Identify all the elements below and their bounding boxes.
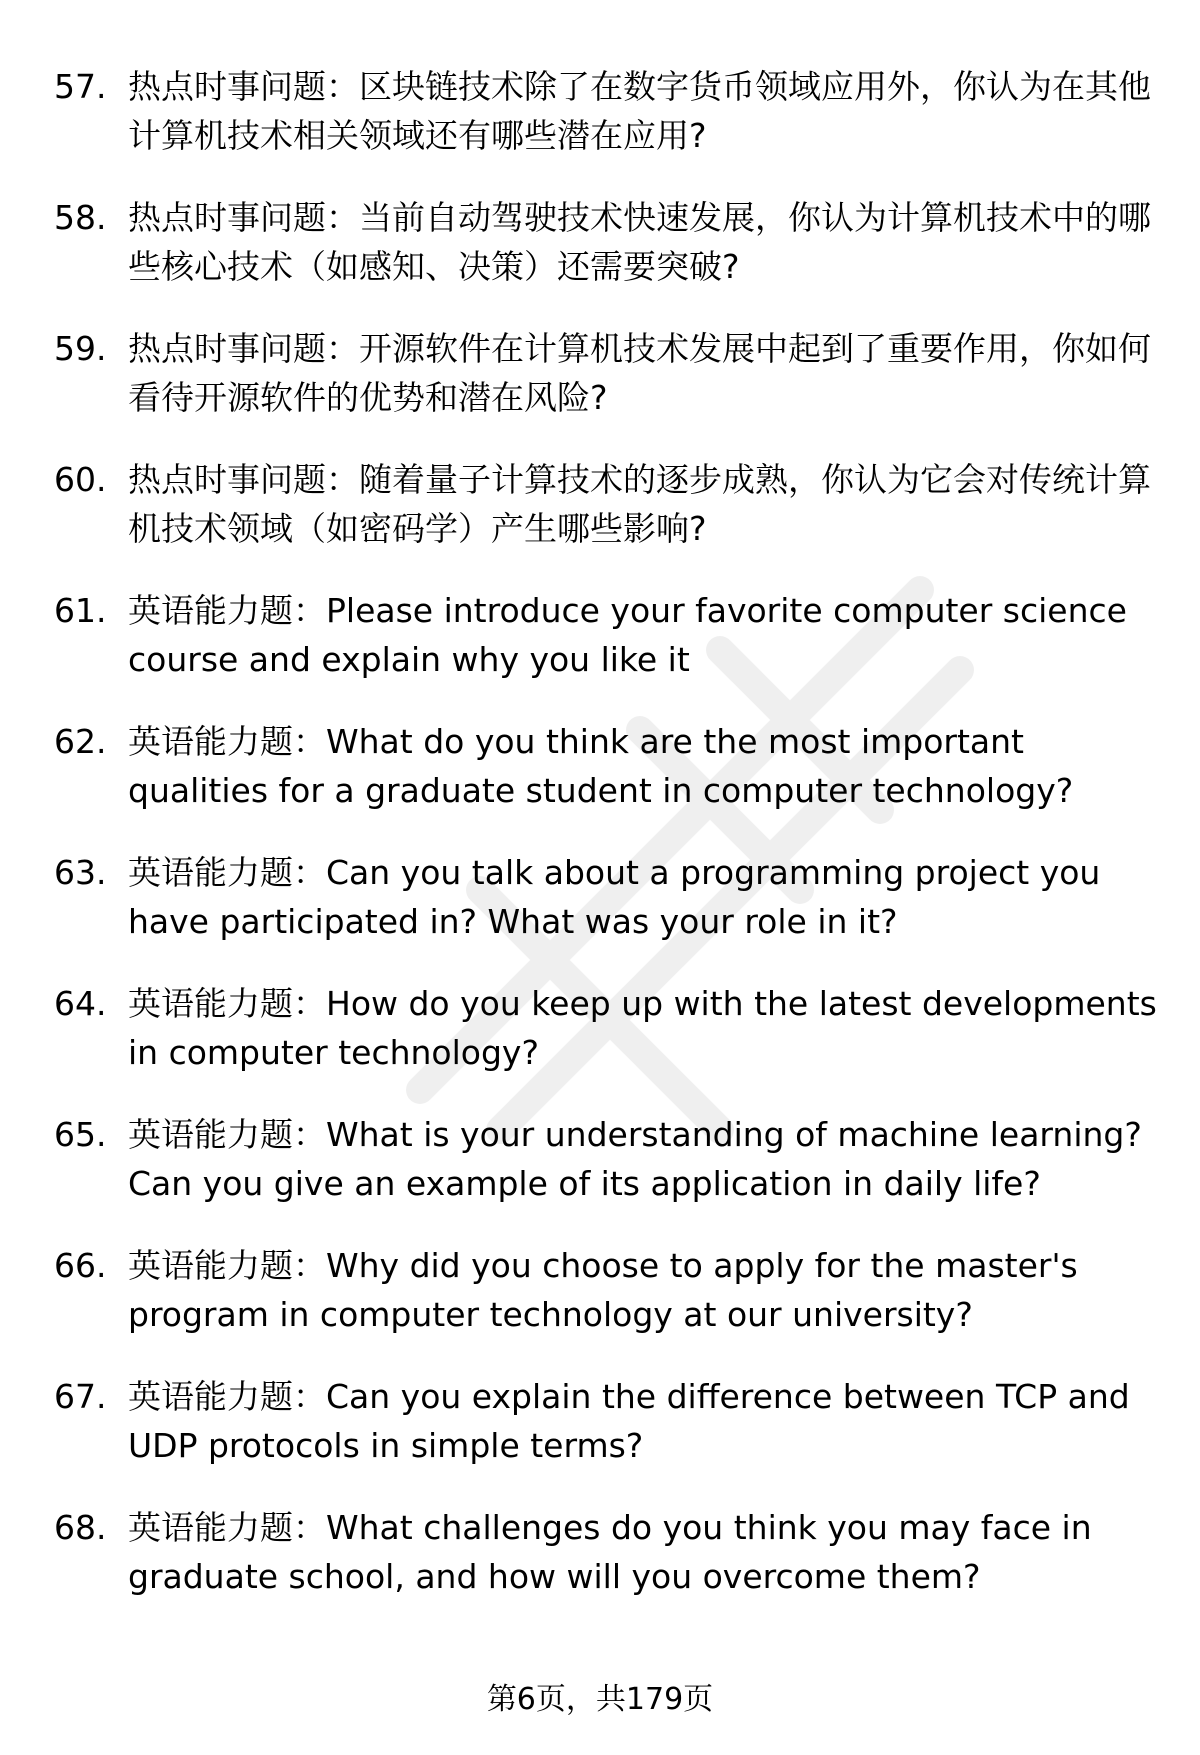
question-text: What is your understanding of machine learning? Can you give an example of its application in daily life? xyxy=(128,1115,1142,1203)
question-text: What do you think are the most important qualities for a graduate student in computer technology? xyxy=(128,722,1074,810)
question-category: 英语能力题： xyxy=(128,1246,326,1285)
question-number: 65. xyxy=(54,1115,107,1154)
question-number: 59. xyxy=(54,329,107,368)
question-category: 英语能力题： xyxy=(128,1508,326,1547)
question-body xyxy=(128,324,1164,422)
question-body xyxy=(128,1372,1164,1470)
question-item xyxy=(54,717,1164,815)
question-category: 英语能力题： xyxy=(128,853,326,892)
question-item xyxy=(54,455,1164,553)
question-number: 68. xyxy=(54,1508,107,1547)
question-category: 英语能力题： xyxy=(128,1377,326,1416)
question-number: 57. xyxy=(54,67,107,106)
question-item xyxy=(54,324,1164,422)
question-text: Can you talk about a programming project you have participated in? What was your role in it? xyxy=(128,853,1101,941)
question-number: 60. xyxy=(54,460,107,499)
question-body xyxy=(128,979,1164,1077)
question-category: 热点时事问题： xyxy=(128,198,359,237)
question-item xyxy=(54,586,1164,684)
question-number: 63. xyxy=(54,853,107,892)
question-text: 当前自动驾驶技术快速发展，你认为计算机技术中的哪些核心技术（如感知、决策）还需要突破? xyxy=(128,198,1151,286)
question-text: 随着量子计算技术的逐步成熟，你认为它会对传统计算机技术领域（如密码学）产生哪些影响? xyxy=(128,460,1151,548)
question-body xyxy=(128,62,1164,160)
question-category: 英语能力题： xyxy=(128,591,326,630)
question-text: Why did you choose to apply for the master's program in computer technology at our university? xyxy=(128,1246,1078,1334)
question-item xyxy=(54,193,1164,291)
question-number: 66. xyxy=(54,1246,107,1285)
question-body xyxy=(128,455,1164,553)
question-text: Can you explain the difference between TCP and UDP protocols in simple terms? xyxy=(128,1377,1130,1465)
question-item xyxy=(54,1503,1164,1601)
question-body xyxy=(128,848,1164,946)
question-item xyxy=(54,848,1164,946)
question-number: 62. xyxy=(54,722,107,761)
question-number: 61. xyxy=(54,591,107,630)
question-body xyxy=(128,1241,1164,1339)
question-number: 58. xyxy=(54,198,107,237)
question-text: 开源软件在计算机技术发展中起到了重要作用，你如何看待开源软件的优势和潜在风险? xyxy=(128,329,1151,417)
question-body xyxy=(128,193,1164,291)
question-body xyxy=(128,586,1164,684)
question-body xyxy=(128,1110,1164,1208)
question-list xyxy=(54,62,1164,1634)
question-number: 67. xyxy=(54,1377,107,1416)
question-category: 热点时事问题： xyxy=(128,67,359,106)
question-item xyxy=(54,979,1164,1077)
question-item xyxy=(54,62,1164,160)
question-body xyxy=(128,1503,1164,1601)
question-text: Please introduce your favorite computer science course and explain why you like it xyxy=(128,591,1127,679)
question-category: 英语能力题： xyxy=(128,1115,326,1154)
question-category: 英语能力题： xyxy=(128,984,326,1023)
page-footer: 第6页，共179页 xyxy=(486,1682,714,1717)
question-text: 区块链技术除了在数字货币领域应用外，你认为在其他计算机技术相关领域还有哪些潜在应用? xyxy=(128,67,1151,155)
question-item xyxy=(54,1241,1164,1339)
question-item xyxy=(54,1372,1164,1470)
question-category: 热点时事问题： xyxy=(128,329,359,368)
question-text: What challenges do you think you may face in graduate school, and how will you overcome them? xyxy=(128,1508,1092,1596)
question-category: 英语能力题： xyxy=(128,722,326,761)
question-text: How do you keep up with the latest developments in computer technology? xyxy=(128,984,1157,1072)
question-category: 热点时事问题： xyxy=(128,460,359,499)
question-body xyxy=(128,717,1164,815)
question-item xyxy=(54,1110,1164,1208)
question-number: 64. xyxy=(54,984,107,1023)
